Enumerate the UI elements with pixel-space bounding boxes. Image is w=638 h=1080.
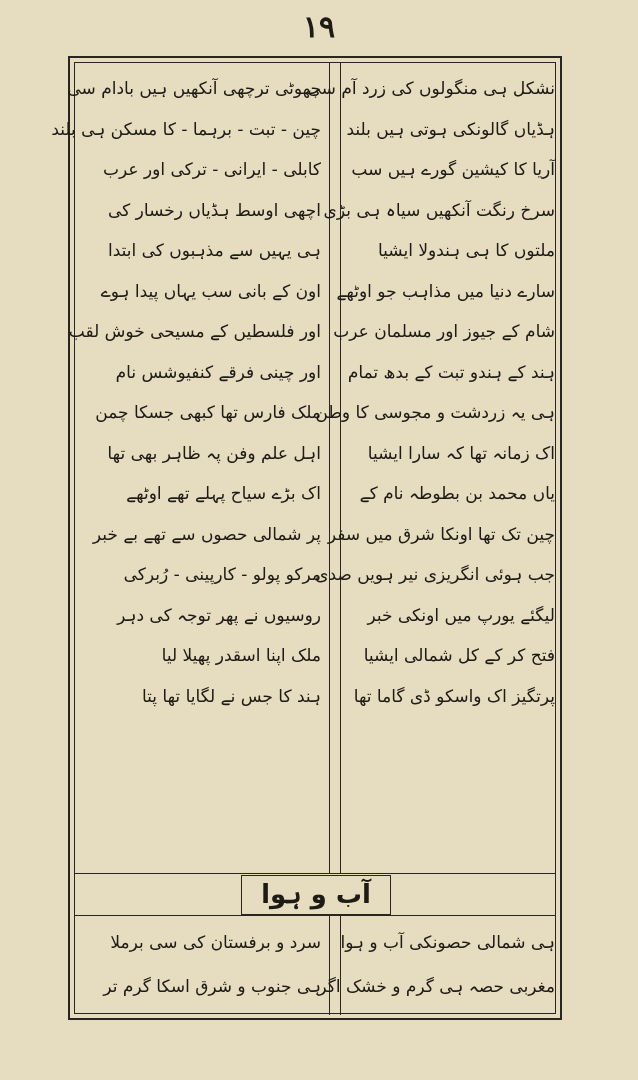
verse-line: ہند کا جس نے لگایا تھا پتا (141, 686, 321, 707)
verse-line: اچھی اوسط ہڈیاں رخسار کی (108, 200, 321, 221)
verse-line: اک زمانہ تھا کہ سارا ایشیا (367, 443, 555, 464)
verse-line: مغربی حصہ ہی گرم و خشک اگر (318, 977, 555, 997)
verse-line: ہی شمالی حصونکی آب و ہوا (340, 933, 555, 953)
verse-line: نشکل ہی منگولوں کی زرد آم سی (307, 79, 555, 99)
verse-line: روسیوں نے پھر توجہ کی دہر (117, 605, 321, 626)
verse-line: پرتگیز اک واسکو ڈی گاما تھا (353, 686, 555, 707)
verse-line: چین - تبت - برہما - کا مسکن ہی بلند (51, 119, 321, 140)
verse-line: یاں محمد بن بطوطہ نام کے (359, 484, 555, 504)
verse-line: ملتوں کا ہی ہندولا ایشیا (378, 241, 555, 261)
verse-line: لیگئے یورپ میں اونکی خبر (367, 605, 555, 626)
verse-line: اہل علم وفن پہ ظاہر بھی تھا (107, 443, 321, 464)
verse-line: کابلی - ایرانی - ترکی اور عرب (103, 160, 321, 180)
verse-line: شام کے جیوز اور مسلمان عرب (333, 322, 555, 342)
verse-line: پر شمالی حصوں سے تھے بے خبر (92, 524, 321, 545)
left-column (51, 69, 321, 717)
verse-line: ہی یہیں سے مذہبوں کی ابتدا (108, 241, 321, 261)
verse-line: اک بڑے سیاح پہلے تھے اوٹھے (126, 484, 321, 504)
column-divider (329, 63, 341, 873)
verse-line: سرخ رنگت آنکھیں سیاہ ہی بڑی (323, 200, 555, 221)
verse-line: مرکو پولو - کارپینی - رُبرکی (123, 565, 321, 585)
right-column-lower (318, 921, 555, 1009)
verse-line: اور فلسطیں کے مسیحی خوش لقب (68, 322, 321, 342)
verse-line: چھوٹی ترچھی آنکھیں ہیں بادام سی (67, 79, 321, 99)
verse-line: ہی یہ زردشت و مجوسی کا وطن (315, 403, 555, 423)
verse-line: جب ہوئی انگریزی نیر ہویں صدی (315, 565, 555, 585)
page-number: ١٩ (302, 10, 336, 45)
verse-line: ملک اپنا اسقدر پھیلا لیا (161, 646, 321, 666)
verse-line: اور چینی فرقے کنفیوشس نام (115, 362, 321, 383)
verse-line: ہند کے ہندو تبت کے بدھ تمام (347, 362, 555, 383)
text-frame (51, 56, 562, 1020)
verse-line: آریا کا کیشین گورے ہیں سب (351, 160, 555, 180)
verse-line: ہی جنوب و شرق اسکا گرم تر (103, 977, 321, 997)
verse-line: ملک فارس تھا کبھی جسکا چمن (95, 403, 321, 423)
verse-line: ہڈیاں گالونکی ہوتی ہیں بلند (346, 119, 555, 140)
verse-line: چین تک تھا اونکا شرق میں سفر (327, 524, 555, 545)
verse-line: سرد و برفستان کی سی برملا (110, 933, 321, 953)
section-heading: آب و ہوا (241, 875, 391, 915)
verse-line: اون کے بانی سب یہاں پیدا ہوے (100, 281, 321, 302)
left-column-lower (81, 921, 321, 1009)
frame-inner-border (51, 62, 556, 1014)
right-column (307, 69, 555, 717)
verse-line: فتح کر کے کل شمالی ایشیا (363, 646, 555, 666)
section-rule-top (75, 873, 555, 874)
section-rule-bottom (75, 915, 555, 916)
verse-line: سارے دنیا میں مذاہب جو اوٹھے (336, 281, 555, 302)
